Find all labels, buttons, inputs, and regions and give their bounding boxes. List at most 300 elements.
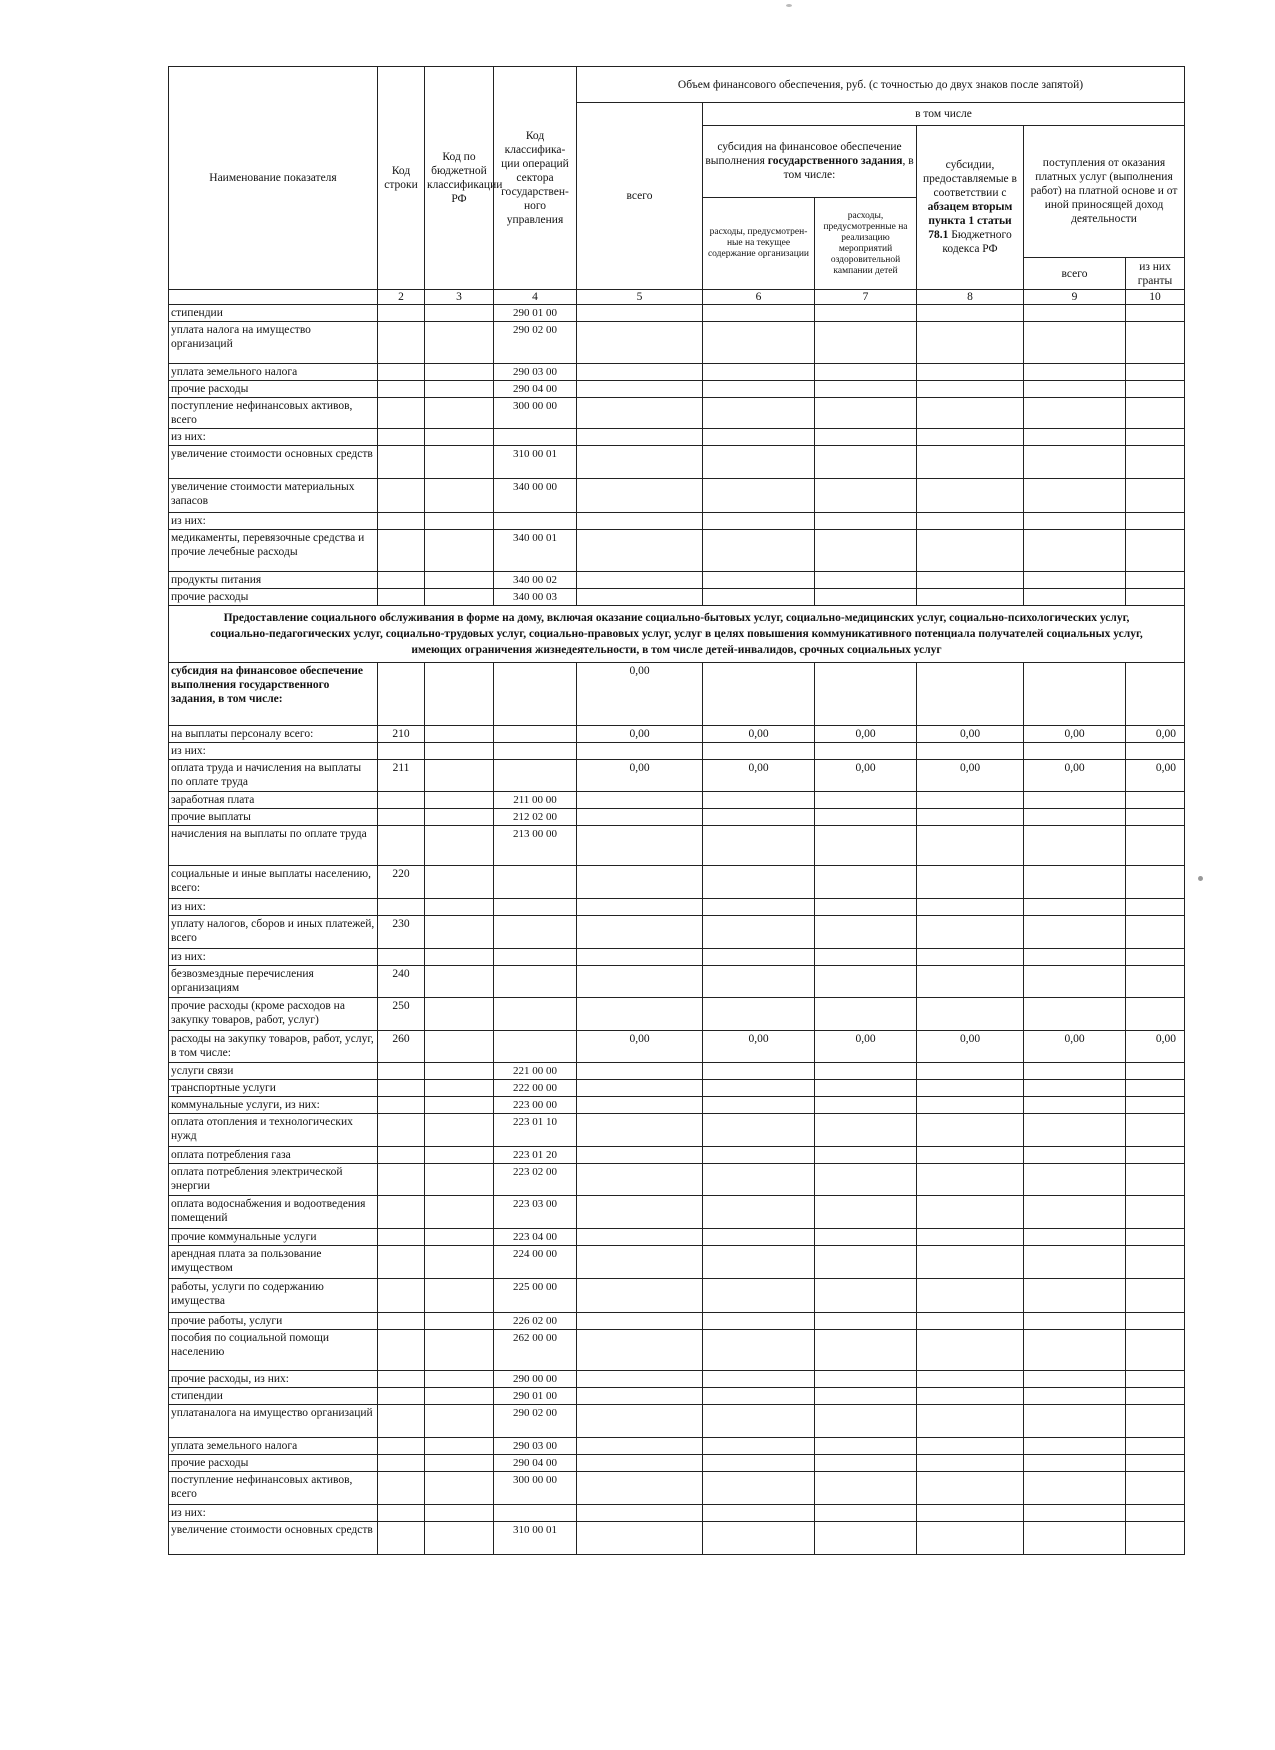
table-row [169,381,1185,398]
row-value-8 [917,1147,1024,1164]
row-value-9 [1024,1438,1126,1455]
row-value-9 [1024,398,1126,429]
header-total: всего [577,103,703,290]
row-line-code [378,1279,425,1313]
row-value-7 [815,305,917,322]
row-kosgu-code: 310 00 01 [494,1522,577,1555]
row-budget-code [425,1472,494,1505]
row-value-6 [703,998,815,1031]
row-value-7 [815,1196,917,1229]
table-row [169,916,1185,949]
row-value-6 [703,446,815,479]
row-budget-code [425,726,494,743]
row-budget-code [425,1114,494,1147]
row-kosgu-code: 290 03 00 [494,364,577,381]
row-value-10 [1126,826,1185,866]
row-budget-code [425,530,494,572]
row-value-6 [703,513,815,530]
row-value-5: 0,00 [577,1031,703,1063]
row-value-7 [815,1455,917,1472]
row-value-9: 0,00 [1024,1031,1126,1063]
row-kosgu-code: 221 00 00 [494,1063,577,1080]
row-budget-code [425,966,494,998]
row-value-8 [917,381,1024,398]
row-kosgu-code [494,760,577,792]
table-row [169,1031,1185,1063]
row-line-code [378,1455,425,1472]
row-value-6 [703,1438,815,1455]
row-value-9 [1024,1164,1126,1196]
row-value-10 [1126,1246,1185,1279]
row-value-7 [815,572,917,589]
row-value-9 [1024,1388,1126,1405]
table-row [169,398,1185,429]
row-indicator-name: уплата налога на имущество организаций [169,322,378,364]
table-row [169,998,1185,1031]
row-value-6 [703,429,815,446]
header-paid-grants: из них гранты [1126,258,1185,290]
row-value-9 [1024,1455,1126,1472]
row-value-7 [815,1147,917,1164]
row-indicator-name: прочие расходы [169,381,378,398]
row-line-code [378,1330,425,1371]
section-title-row [169,606,1185,663]
row-value-8 [917,866,1024,899]
row-value-9 [1024,1196,1126,1229]
table-row [169,446,1185,479]
header-subsidy-78-1: субсидии, предоставляемые в соответствии с абзацем вторым пункта 1 статьи 78.1 Бюджетного кодекса РФ [917,125,1024,289]
row-value-5 [577,899,703,916]
row-value-7: 0,00 [815,760,917,792]
row-line-code [378,398,425,429]
row-budget-code [425,1388,494,1405]
row-line-code [378,1371,425,1388]
row-indicator-name: прочие расходы [169,1455,378,1472]
row-line-code [378,446,425,479]
row-kosgu-code: 290 02 00 [494,322,577,364]
table-row [169,760,1185,792]
row-budget-code [425,826,494,866]
row-value-9 [1024,1147,1126,1164]
table-row [169,726,1185,743]
row-value-5 [577,1246,703,1279]
row-line-code [378,826,425,866]
row-indicator-name: прочие выплаты [169,809,378,826]
row-budget-code [425,899,494,916]
row-value-8 [917,572,1024,589]
row-kosgu-code: 290 00 00 [494,1371,577,1388]
row-indicator-name: поступление нефинансовых активов, всего [169,1472,378,1505]
row-value-10 [1126,949,1185,966]
table-row [169,322,1185,364]
row-value-8: 0,00 [917,760,1024,792]
row-line-code [378,364,425,381]
row-value-5 [577,1330,703,1371]
row-line-code [378,1405,425,1438]
row-value-10 [1126,479,1185,513]
row-value-10 [1126,381,1185,398]
row-budget-code [425,1438,494,1455]
row-indicator-name: арендная плата за пользование имуществом [169,1246,378,1279]
row-value-5 [577,1080,703,1097]
row-value-6 [703,305,815,322]
row-value-9 [1024,1505,1126,1522]
column-number: 7 [815,290,917,305]
row-line-code [378,1097,425,1114]
row-value-7 [815,1330,917,1371]
row-indicator-name: из них: [169,513,378,530]
row-value-6 [703,1164,815,1196]
row-value-5 [577,1164,703,1196]
table-row [169,1405,1185,1438]
row-value-7 [815,1229,917,1246]
table-row [169,1279,1185,1313]
row-indicator-name: уплатаналога на имущество организаций [169,1405,378,1438]
row-value-9 [1024,364,1126,381]
row-line-code [378,305,425,322]
financial-plan-table [168,66,1185,1555]
row-line-code: 240 [378,966,425,998]
table-row [169,1330,1185,1371]
row-value-10 [1126,1505,1185,1522]
row-indicator-name: поступление нефинансовых активов, всего [169,398,378,429]
row-line-code [378,1196,425,1229]
row-value-8 [917,743,1024,760]
row-value-10 [1126,398,1185,429]
row-line-code: 260 [378,1031,425,1063]
row-value-10 [1126,663,1185,726]
row-value-8 [917,1438,1024,1455]
row-budget-code [425,1164,494,1196]
table-row [169,1229,1185,1246]
row-value-5 [577,322,703,364]
row-value-6 [703,792,815,809]
row-value-8 [917,1114,1024,1147]
row-value-5 [577,364,703,381]
row-value-10 [1126,429,1185,446]
row-value-9 [1024,530,1126,572]
row-line-code [378,1438,425,1455]
row-indicator-name: коммунальные услуги, из них: [169,1097,378,1114]
row-kosgu-code: 290 04 00 [494,381,577,398]
row-value-6 [703,530,815,572]
row-value-9 [1024,792,1126,809]
table-row [169,1147,1185,1164]
row-kosgu-code: 226 02 00 [494,1313,577,1330]
row-line-code [378,1472,425,1505]
table-row [169,1313,1185,1330]
row-kosgu-code: 223 01 20 [494,1147,577,1164]
row-value-6 [703,1472,815,1505]
row-kosgu-code: 310 00 01 [494,446,577,479]
header-indicator-name: Наименование показателя [169,67,378,290]
row-value-10 [1126,305,1185,322]
row-value-9 [1024,1472,1126,1505]
row-value-5 [577,305,703,322]
row-value-8 [917,1388,1024,1405]
row-value-7 [815,530,917,572]
row-value-10 [1126,1080,1185,1097]
row-indicator-name: прочие расходы (кроме расходов на закупку товаров, работ, услуг) [169,998,378,1031]
column-number: 2 [378,290,425,305]
row-kosgu-code: 340 00 01 [494,530,577,572]
table-row [169,530,1185,572]
row-budget-code [425,429,494,446]
row-value-10 [1126,1371,1185,1388]
table-row [169,572,1185,589]
row-indicator-name: оплата потребления электрической энергии [169,1164,378,1196]
row-value-7 [815,322,917,364]
row-value-7 [815,809,917,826]
table-row [169,899,1185,916]
row-value-6 [703,398,815,429]
row-indicator-name: прочие расходы [169,589,378,606]
header-budget-code: Код по бюджетной классификации РФ [425,67,494,290]
row-value-8 [917,1279,1024,1313]
table-row [169,1246,1185,1279]
table-row [169,792,1185,809]
row-value-7 [815,966,917,998]
row-value-10 [1126,1196,1185,1229]
table-body-bottom [169,663,1185,1555]
row-value-8 [917,1196,1024,1229]
row-value-10 [1126,530,1185,572]
row-value-5 [577,1455,703,1472]
row-budget-code [425,479,494,513]
row-value-5 [577,446,703,479]
row-line-code [378,949,425,966]
row-line-code [378,792,425,809]
row-value-6 [703,826,815,866]
row-value-9 [1024,1371,1126,1388]
row-value-10 [1126,809,1185,826]
row-value-5 [577,1063,703,1080]
header-line-code: Код строки [378,67,425,290]
row-value-9 [1024,743,1126,760]
row-value-9 [1024,429,1126,446]
row-indicator-name: расходы на закупку товаров, работ, услуг, в том числе: [169,1031,378,1063]
table-row [169,866,1185,899]
row-indicator-name: из них: [169,743,378,760]
row-line-code [378,530,425,572]
row-line-code: 230 [378,916,425,949]
row-kosgu-code: 290 04 00 [494,1455,577,1472]
row-kosgu-code [494,513,577,530]
row-value-10 [1126,1063,1185,1080]
row-value-8 [917,1080,1024,1097]
row-kosgu-code: 212 02 00 [494,809,577,826]
row-value-6 [703,1063,815,1080]
row-budget-code [425,572,494,589]
row-value-9 [1024,899,1126,916]
row-value-7 [815,663,917,726]
row-indicator-name: прочие расходы, из них: [169,1371,378,1388]
row-value-6 [703,589,815,606]
row-kosgu-code: 290 02 00 [494,1405,577,1438]
row-kosgu-code [494,899,577,916]
table-row [169,1438,1185,1455]
row-line-code [378,1229,425,1246]
row-line-code [378,589,425,606]
row-value-8 [917,809,1024,826]
row-indicator-name: уплата земельного налога [169,364,378,381]
row-value-10 [1126,1164,1185,1196]
row-value-5: 0,00 [577,726,703,743]
row-line-code: 220 [378,866,425,899]
row-value-8: 0,00 [917,1031,1024,1063]
row-kosgu-code [494,949,577,966]
column-number: 6 [703,290,815,305]
header-paid-services: поступления от оказания платных услуг (выполнения работ) на платной основе и от иной приносящей доход деятельности [1024,125,1185,257]
row-value-9: 0,00 [1024,726,1126,743]
row-value-8 [917,513,1024,530]
table-row [169,663,1185,726]
row-value-9 [1024,1405,1126,1438]
row-value-6 [703,966,815,998]
row-value-10 [1126,792,1185,809]
row-value-8 [917,1522,1024,1555]
row-indicator-name: социальные и иные выплаты населению, всего: [169,866,378,899]
row-value-10 [1126,1229,1185,1246]
row-line-code [378,572,425,589]
row-line-code: 211 [378,760,425,792]
row-value-8 [917,322,1024,364]
row-indicator-name: оплата водоснабжения и водоотведения помещений [169,1196,378,1229]
table-row [169,1164,1185,1196]
row-value-6 [703,1405,815,1438]
row-indicator-name: стипендии [169,305,378,322]
table-row [169,809,1185,826]
row-indicator-name: на выплаты персоналу всего: [169,726,378,743]
row-value-5 [577,1114,703,1147]
row-budget-code [425,949,494,966]
row-value-9 [1024,809,1126,826]
row-value-10 [1126,513,1185,530]
row-value-7 [815,1246,917,1279]
row-indicator-name: стипендии [169,1388,378,1405]
row-value-5 [577,866,703,899]
row-indicator-name: начисления на выплаты по оплате труда [169,826,378,866]
row-budget-code [425,513,494,530]
row-value-7 [815,589,917,606]
row-value-6: 0,00 [703,1031,815,1063]
row-line-code [378,1063,425,1080]
row-value-7 [815,1371,917,1388]
table-row [169,743,1185,760]
row-value-5 [577,1313,703,1330]
row-value-10 [1126,966,1185,998]
row-indicator-name: уплата земельного налога [169,1438,378,1455]
row-budget-code [425,1080,494,1097]
row-value-6 [703,663,815,726]
row-value-5 [577,826,703,866]
row-value-10 [1126,1472,1185,1505]
row-value-5 [577,381,703,398]
header-financing-volume: Объем финансового обеспечения, руб. (с точностью до двух знаков после запятой) [577,67,1185,103]
row-value-9 [1024,1063,1126,1080]
row-value-9 [1024,479,1126,513]
row-value-6 [703,1388,815,1405]
row-value-7 [815,743,917,760]
row-value-9 [1024,381,1126,398]
row-value-10 [1126,1097,1185,1114]
table-row [169,1063,1185,1080]
row-value-6: 0,00 [703,760,815,792]
row-budget-code [425,663,494,726]
row-value-5 [577,1196,703,1229]
table-body-top [169,305,1185,606]
row-value-9 [1024,1279,1126,1313]
row-value-5 [577,398,703,429]
row-kosgu-code: 340 00 02 [494,572,577,589]
row-budget-code [425,1147,494,1164]
row-line-code [378,429,425,446]
row-value-9 [1024,446,1126,479]
table-row [169,1522,1185,1555]
row-value-8 [917,446,1024,479]
row-line-code [378,1164,425,1196]
row-value-8 [917,1472,1024,1505]
table-row [169,1472,1185,1505]
row-value-7 [815,866,917,899]
row-value-5 [577,1279,703,1313]
row-value-7 [815,381,917,398]
row-value-10 [1126,1279,1185,1313]
row-kosgu-code: 222 00 00 [494,1080,577,1097]
row-value-6 [703,949,815,966]
row-value-7 [815,1063,917,1080]
row-value-9 [1024,949,1126,966]
row-value-8 [917,1505,1024,1522]
row-value-10: 0,00 [1126,1031,1185,1063]
column-number: 4 [494,290,577,305]
row-value-9 [1024,513,1126,530]
row-indicator-name: субсидия на финансовое обеспечение выполнения государственного задания, в том числе: [169,663,378,726]
row-value-5 [577,589,703,606]
row-value-10 [1126,1147,1185,1164]
row-kosgu-code [494,663,577,726]
table-row [169,826,1185,866]
row-budget-code [425,1330,494,1371]
row-kosgu-code: 223 03 00 [494,1196,577,1229]
table-row [169,1371,1185,1388]
row-value-6 [703,1505,815,1522]
row-value-9 [1024,998,1126,1031]
row-budget-code [425,1229,494,1246]
row-budget-code [425,809,494,826]
row-value-10 [1126,322,1185,364]
row-kosgu-code [494,726,577,743]
row-budget-code [425,446,494,479]
row-line-code [378,1505,425,1522]
row-value-9 [1024,966,1126,998]
row-indicator-name: услуги связи [169,1063,378,1080]
row-value-6 [703,479,815,513]
row-budget-code [425,916,494,949]
header-subsidy-state-task: субсидия на финансовое обеспечение выполнения государственного задания, в том числе: [703,125,917,198]
table-header [169,67,1185,305]
row-value-6 [703,1246,815,1279]
row-value-10 [1126,1114,1185,1147]
table-row [169,949,1185,966]
row-value-10 [1126,1388,1185,1405]
row-kosgu-code: 223 00 00 [494,1097,577,1114]
row-line-code [378,1313,425,1330]
row-value-5 [577,1438,703,1455]
row-value-5 [577,1405,703,1438]
row-value-6 [703,1279,815,1313]
row-value-6 [703,1229,815,1246]
